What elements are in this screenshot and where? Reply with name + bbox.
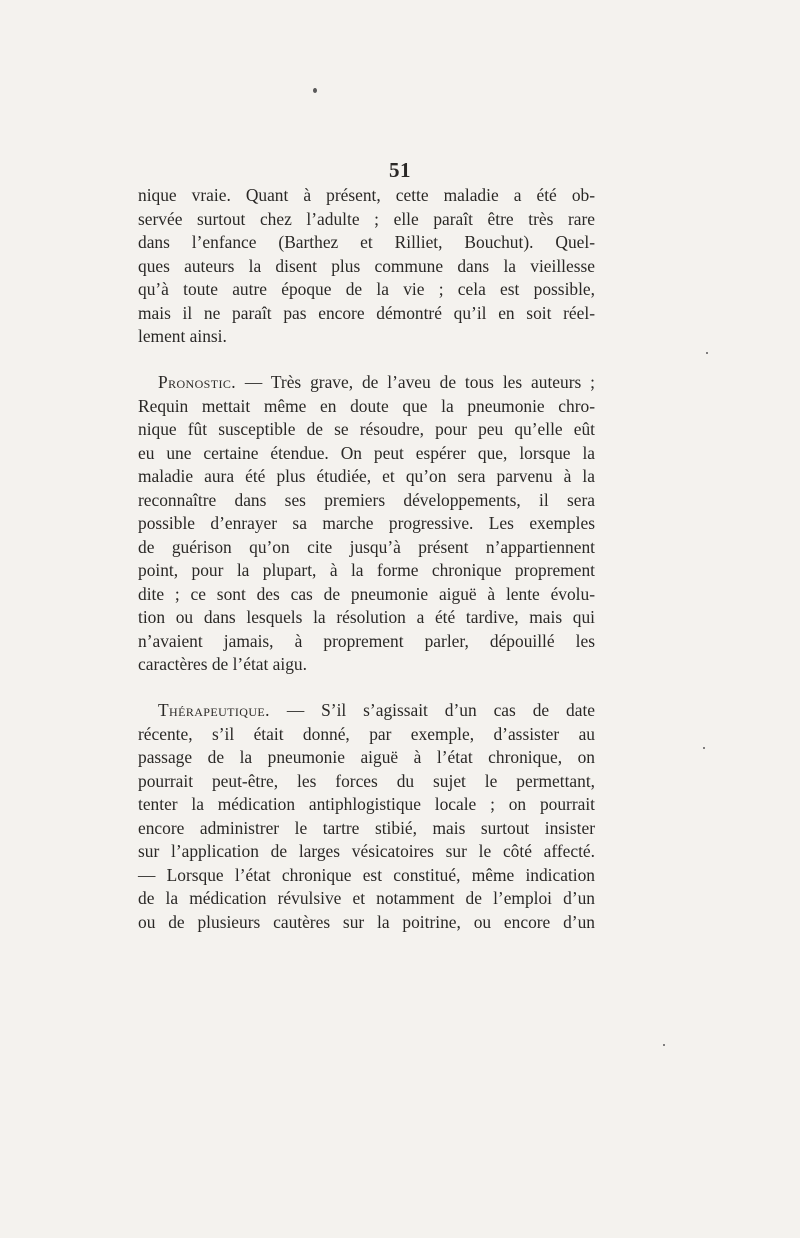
section-heading-therapeutique: Thérapeutique. (158, 700, 270, 720)
paper-speck (703, 747, 705, 749)
text-line: dans l’enfance (Barthez et Rilliet, Bouchut). Quel- (138, 232, 595, 252)
text-line (138, 699, 595, 723)
text-line-rest: — S’il s’agissait d’un cas de date (269, 700, 595, 720)
text-line: de guérison qu’on cite jusqu’à présent n’appartiennent (138, 536, 595, 557)
text-line: caractères de l’état aigu. (138, 654, 307, 674)
text-line: pourrait peut-être, les forces du sujet le permettant, (138, 770, 595, 791)
text-line (138, 371, 595, 395)
text-line: passage de la pneumonie aiguë à l’état chronique, on (138, 747, 595, 767)
text-line: ques auteurs la disent plus commune dans la vieillesse (138, 255, 595, 276)
text-line: ou de plusieurs cautères sur la poitrine, ou encore d’un (138, 911, 595, 932)
text-line: nique fût susceptible de se résoudre, pour peu qu’elle eût (138, 419, 595, 439)
text-line: n’avaient jamais, à proprement parler, dépouillé les (138, 630, 595, 651)
text-line: de la médication révulsive et notamment de l’emploi d’un (138, 888, 595, 908)
page-number: 51 (389, 158, 411, 182)
paragraph-pronostic (138, 371, 595, 677)
section-heading-pronostic: Pronostic. (158, 372, 237, 392)
text-line: qu’à toute autre époque de la vie ; cela est possible, (138, 279, 595, 299)
text-line: eu une certaine étendue. On peut espérer que, lorsque la (138, 442, 595, 463)
text-line: récente, s’il était donné, par exemple, d’assister au (138, 723, 595, 744)
paragraph-therapeutique (138, 699, 595, 934)
text-line-rest: — Très grave, de l’aveu de tous les auteurs ; (236, 372, 595, 392)
text-line: possible d’enrayer sa marche progressive. Les exemples (138, 513, 595, 533)
text-line: mais il ne paraît pas encore démontré qu’il en soit réel- (138, 302, 595, 323)
text-line: nique vraie. Quant à présent, cette maladie a été ob- (138, 185, 595, 205)
text-line: servée surtout chez l’adulte ; elle paraît être très rare (138, 208, 595, 229)
paper-speck (663, 1044, 665, 1046)
text-line: tenter la médication antiphlogistique locale ; on pourrait (138, 794, 595, 814)
paragraph-age-incidence (138, 184, 595, 349)
text-line: maladie aura été plus étudiée, et qu’on sera parvenu à la (138, 466, 595, 486)
paper-speck (313, 88, 317, 93)
text-line: sur l’application de larges vésicatoires sur le côté affecté. (138, 841, 595, 861)
text-line: tion ou dans lesquels la résolution a été tardive, mais qui (138, 607, 595, 627)
text-line: Requin mettait même en doute que la pneumonie chro- (138, 395, 595, 416)
text-line: — Lorsque l’état chronique est constitué, même indication (138, 864, 595, 885)
paper-speck (706, 352, 708, 354)
text-line: lement ainsi. (138, 326, 227, 346)
text-line: point, pour la plupart, à la forme chronique proprement (138, 560, 595, 580)
text-line: encore administrer le tartre stibié, mais surtout insister (138, 817, 595, 838)
text-line: reconnaître dans ses premiers développements, il sera (138, 489, 595, 510)
text-line: dite ; ce sont des cas de pneumonie aiguë à lente évolu- (138, 583, 595, 604)
